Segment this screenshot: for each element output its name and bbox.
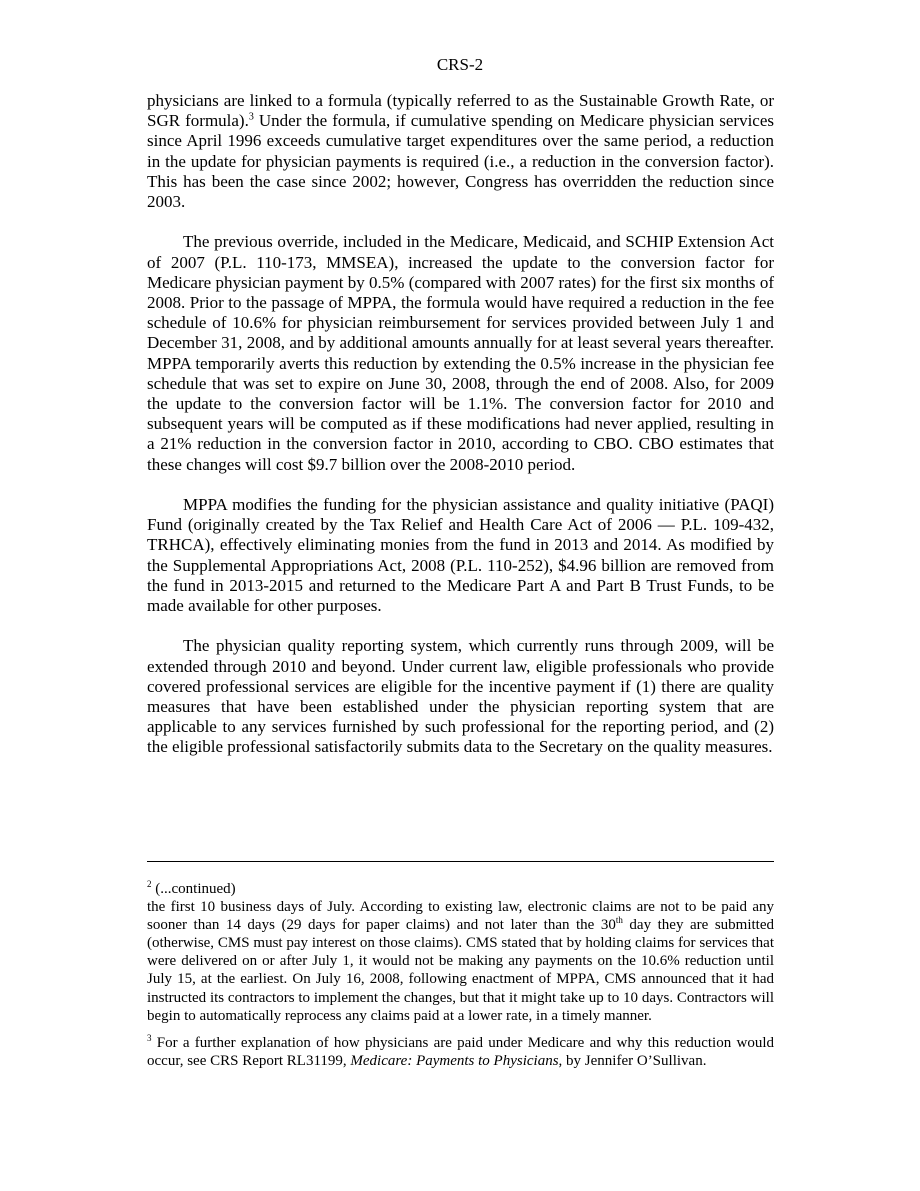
- paragraph-text: Under the formula, if cumulative spending on Medicare physician services since April 1996 exceeds cumulative target expenditures over the same period, a reduction in the update for physician payments is required (i.e., a reduction in the conversion factor). This has been the case since 2002; however, Congress has overridden the reduction since 2003.: [147, 111, 774, 212]
- footnote-marker: 3: [147, 1032, 152, 1043]
- footnote-3: [147, 1034, 774, 1070]
- footnote-text: the first 10 business days of July. According to existing law, electronic claims are not to be paid any sooner than 14 days (29 days for paper claims) and not later than the 30: [147, 899, 774, 934]
- paragraph-previous-override: The previous override, included in the Medicare, Medicaid, and SCHIP Extension Act of 2007 (P.L. 110-173, MMSEA), increased the update to the conversion factor for Medicare physician payment by 0.5% (compared with 2007 rates) for the first six months of 2008. Prior to the passage of MPPA, the formula would have required a reduction in the fee schedule of 10.6% for physician reimbursement for services provided between July 1 and December 31, 2008, and by additional amounts annually for at least several years thereafter. MPPA temporarily averts this reduction by extending the 0.5% increase in the physician fee schedule that was set to expire on June 30, 2008, through the end of 2008. Also, for 2009 the update to the conversion factor will be 1.1%. The conversion factor for 2010 and subsequent years will be computed as if these modifications had never applied, resulting in a 21% reduction in the conversion factor in 2010, according to CBO. CBO estimates that these changes will cost $9.7 billion over the 2008-2010 period.: [147, 232, 774, 474]
- paragraph-paqi-fund: MPPA modifies the funding for the physician assistance and quality initiative (PAQI) Fund (originally created by the Tax Relief and Health Care Act of 2006 — P.L. 109-432, TRHCA), effectively eliminating monies from the fund in 2013 and 2014. As modified by the Supplemental Appropriations Act, 2008 (P.L. 110-252), $4.96 billion are removed from the fund in 2013-2015 and returned to the Medicare Part A and Part B Trust Funds, to be made available for other purposes.: [147, 495, 774, 616]
- footnote-text: day they are submitted (otherwise, CMS must pay interest on those claims). CMS stated that by holding claims for services that were delivered on or after July 1, it would not be making any payments on the 10.6% reduction until July 15, at the earliest. On July 16, 2008, following enactment of MPPA, CMS announced that it had instructed its contractors to implement the changes, but that it might take up to 10 days. Contractors will begin to automatically reprocess any claims paid at a lower rate, in a timely manner.: [147, 917, 774, 1024]
- ordinal-suffix: th: [615, 915, 623, 926]
- footnote-text: , by Jennifer O’Sullivan.: [558, 1052, 707, 1069]
- body-text: [147, 91, 774, 778]
- paragraph-sgr-formula: [147, 91, 774, 212]
- footnote-reference-3[interactable]: 3: [248, 111, 254, 123]
- page-number-header: CRS-2: [436, 55, 484, 74]
- footnote-text: For a further explanation of how physicians are paid under Medicare and why this reduction would occur, see CRS Report RL31199,: [147, 1034, 774, 1069]
- report-title: Medicare: Payments to Physicians: [350, 1052, 559, 1069]
- paragraph-text: physicians are linked to a formula (typically referred to as the Sustainable Growth Rate, or SGR formula).: [147, 91, 774, 131]
- footnote-2: [147, 898, 774, 1025]
- paragraph-quality-reporting: The physician quality reporting system, which currently runs through 2009, will be extended through 2010 and beyond. Under current law, eligible professionals who provide covered professional services are eligible for the incentive payment if (1) there are quality measures that have been established under the physician reporting system that are applicable to any services furnished by such professional for the reporting period, and (2) the eligible professional satisfactorily submits data to the Secretary on the quality measures.: [147, 636, 774, 757]
- footnote-2-continued-label: [147, 880, 774, 898]
- footnote-divider: [147, 861, 774, 862]
- footnote-marker: 2: [147, 879, 152, 889]
- footnotes-section: [147, 880, 774, 1070]
- footnote-continued-text: (...continued): [151, 881, 236, 897]
